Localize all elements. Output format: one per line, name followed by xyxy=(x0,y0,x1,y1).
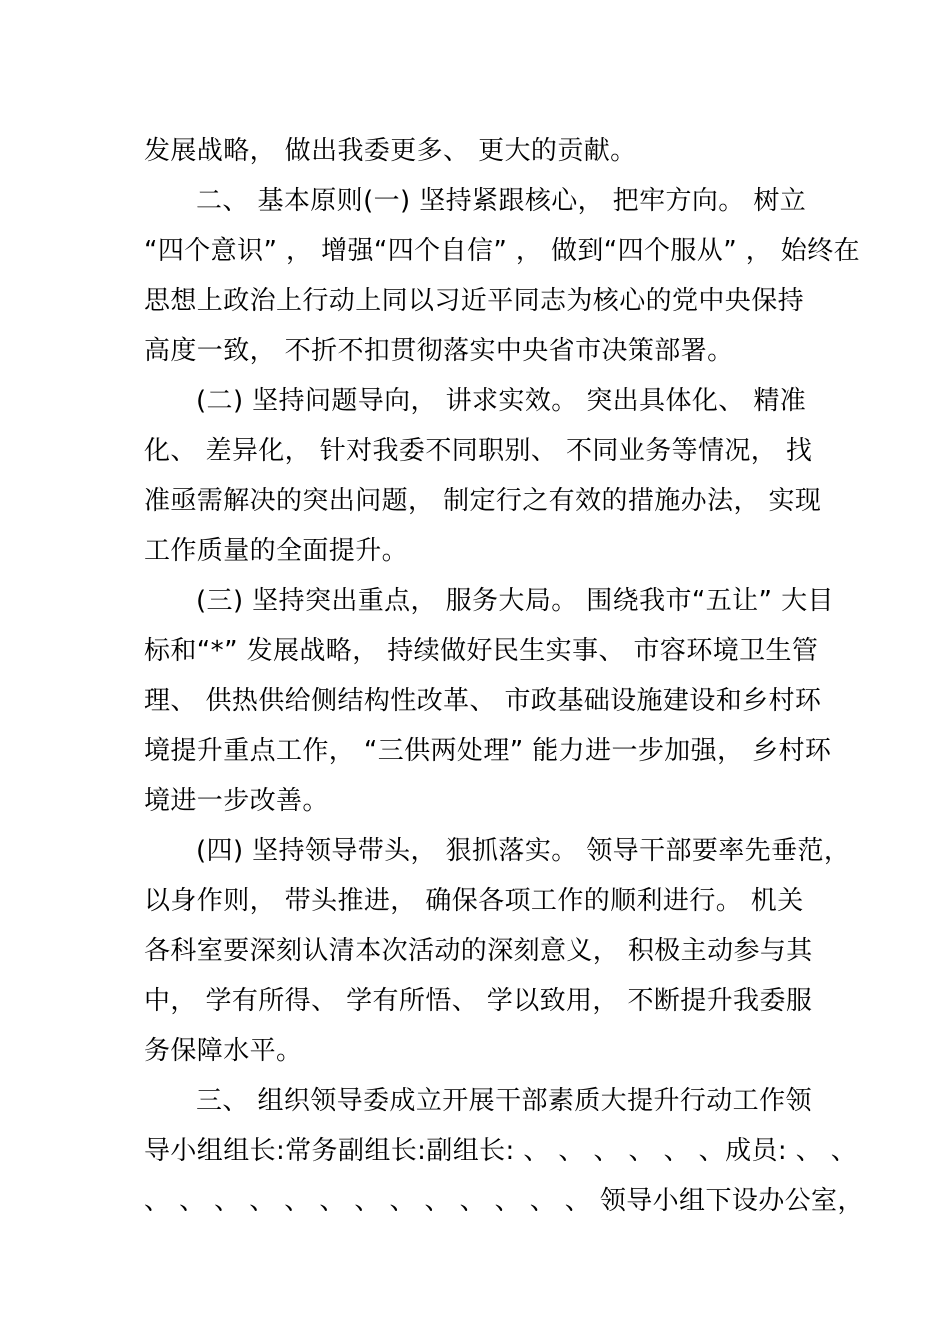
text-line: 境进一步改善。 xyxy=(144,786,329,816)
text-line: (二) 坚持问题导向， 讲求实效。 突出具体化、 精准 xyxy=(196,386,807,416)
text-line: 中， 学有所得、 学有所悟、 学以致用， 不断提升我委服 xyxy=(144,986,813,1016)
text-line: 三、 组织领导委成立开展干部素质大提升行动工作领 xyxy=(196,1086,812,1116)
text-line: 理、 供热供给侧结构性改革、 市政基础设施建设和乡村环 xyxy=(144,686,822,716)
text-line: 导小组组长:常务副组长:副组长: 、 、 、 、 、 、成员: 、 、 xyxy=(144,1136,858,1166)
text-line: 工作质量的全面提升。 xyxy=(144,536,409,566)
text-line: (三) 坚持突出重点， 服务大局。 围绕我市“五让” 大目 xyxy=(196,586,834,616)
text-line: 思想上政治上行动上同以习近平同志为核心的党中央保持 xyxy=(144,286,805,316)
text-line: 以身作则， 带头推进， 确保各项工作的顺利进行。 机关 xyxy=(144,886,804,916)
text-line: 境提升重点工作， “三供两处理” 能力进一步加强， 乡村环 xyxy=(144,736,832,766)
text-line: 高度一致， 不折不扣贯彻落实中央省市决策部署。 xyxy=(144,336,734,366)
text-line: 准亟需解决的突出问题， 制定行之有效的措施办法， 实现 xyxy=(144,486,822,516)
text-line: 化、 差异化， 针对我委不同职别、 不同业务等情况， 找 xyxy=(144,436,813,466)
text-line: 标和“*” 发展战略， 持续做好民生实事、 市容环境卫生管 xyxy=(144,636,819,666)
text-line: 各科室要深刻认清本次活动的深刻意义， 积极主动参与其 xyxy=(144,936,813,966)
text-line: 发展战略， 做出我委更多、 更大的贡献。 xyxy=(144,136,637,166)
text-line: (四) 坚持领导带头， 狠抓落实。 领导干部要率先垂范， xyxy=(196,836,851,866)
text-line: “四个意识” ， 增强“四个自信” ， 做到“四个服从” ， 始终在 xyxy=(144,236,861,266)
text-line: 务保障水平。 xyxy=(144,1036,303,1066)
text-line: 、 、 、 、 、 、 、 、 、 、 、 、 、 领导小组下设办公室， xyxy=(144,1186,864,1216)
text-line: 二、 基本原则(一) 坚持紧跟核心， 把牢方向。 树立 xyxy=(196,186,807,216)
body-text xyxy=(144,126,864,1226)
